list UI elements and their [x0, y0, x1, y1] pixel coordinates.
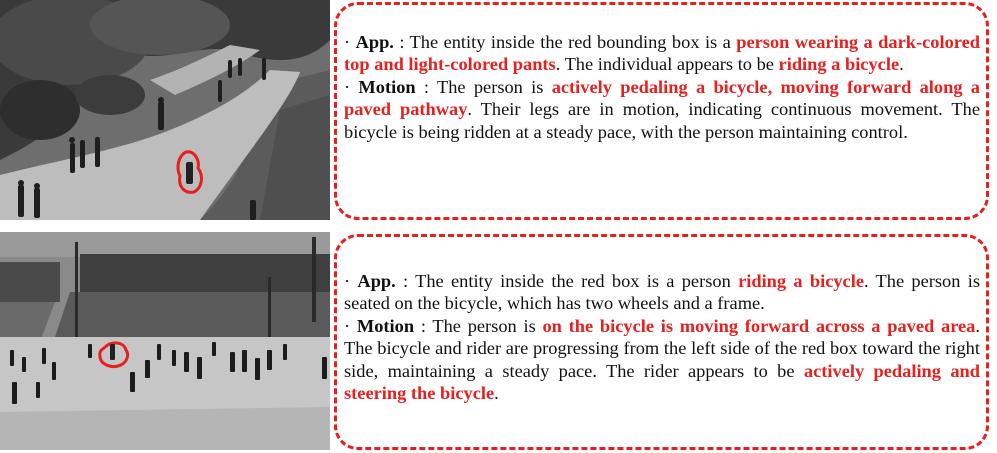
- video-frame-2: [0, 232, 330, 450]
- caption-box-2: [334, 234, 989, 450]
- highlight-text: actively pedaling and steering the bicycle: [344, 360, 980, 404]
- highlight-text: person wearing a dark-colored top and light-colored pants: [344, 32, 980, 75]
- caption-text: The entity inside the red bounding box is a: [409, 32, 737, 52]
- video-frame-1: [0, 0, 330, 220]
- app-paragraph-1: · App. : The entity inside the red bounding box is a person wearing a dark-colored top and light-colored pants. The individual appears to be riding a bicycle.: [344, 32, 980, 75]
- app-label: App.: [357, 271, 396, 291]
- caption-text: The person is: [432, 315, 543, 336]
- caption-text: . The bicycle and rider are progressing from the left side of the red box toward the right side, maintaining a steady pace. The rider appears to be: [344, 315, 980, 381]
- caption-box-1: [334, 2, 989, 220]
- caption-text: The person is: [436, 76, 552, 97]
- motion-paragraph-1: · Motion : The person is actively pedaling a bicycle, moving forward along a paved pathway. Their legs are in motion, indicating continuous movement. The bicycle is being ridden at a steady pace, with the person maintaining control.: [344, 76, 980, 142]
- highlight-text: on the bicycle is moving forward across a paved area: [542, 315, 976, 336]
- highlight-text: riding a bicycle: [738, 271, 864, 291]
- caption-text: .: [899, 54, 904, 75]
- app-paragraph-2: · App. : The entity inside the red box is a person riding a bicycle. The person is seated on the bicycle, which has two wheels and a frame.: [344, 271, 981, 314]
- highlight-text: actively pedaling a bicycle, moving forward along a paved pathway: [344, 76, 980, 120]
- app-label: App.: [355, 32, 394, 52]
- caption-text: . The person is seated on the bicycle, which has two wheels and a frame.: [344, 271, 981, 314]
- motion-label: Motion: [356, 315, 415, 336]
- caption-text: .: [494, 383, 499, 404]
- caption-text: The entity inside the red box is a person: [415, 271, 739, 291]
- caption-text: . Their legs are in motion, indicating continuous movement. The bicycle is being ridden at a steady pace, with the person maintaining control.: [344, 99, 980, 142]
- motion-paragraph-2: · Motion : The person is on the bicycle is moving forward across a paved area. The bicycle and rider are progressing from the left side of the red box toward the right side, maintaining a steady pace. The rider appears to be actively pedaling and steering the bicycle.: [344, 315, 980, 404]
- highlight-text: riding a bicycle: [778, 54, 900, 75]
- caption-text: . The individual appears to be: [555, 54, 779, 75]
- surveillance-image-1: [0, 0, 330, 220]
- motion-label: Motion: [358, 76, 416, 97]
- surveillance-image-2: [0, 232, 330, 450]
